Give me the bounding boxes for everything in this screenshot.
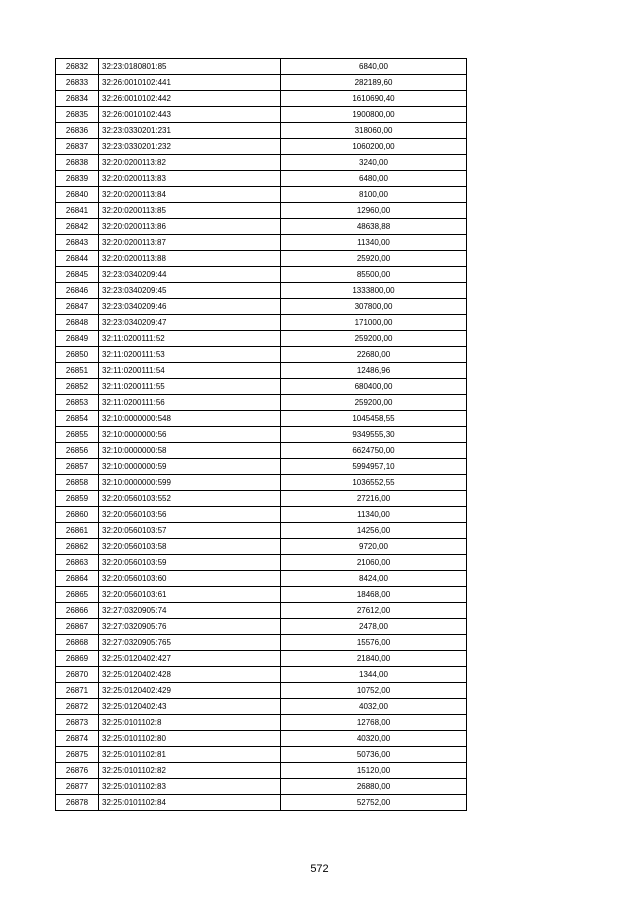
table-row (56, 187, 467, 203)
table-row (56, 107, 467, 123)
row-number-cell: 26833 (56, 75, 99, 91)
value-cell: 8100,00 (281, 187, 467, 203)
row-number-cell: 26845 (56, 267, 99, 283)
cadastral-number-cell: 32:20:0200113:86 (99, 219, 281, 235)
row-number-cell: 26860 (56, 507, 99, 523)
row-number-cell: 26869 (56, 651, 99, 667)
table-row (56, 539, 467, 555)
value-cell: 15576,00 (281, 635, 467, 651)
value-cell: 40320,00 (281, 731, 467, 747)
cadastral-number-cell: 32:20:0560103:552 (99, 491, 281, 507)
cadastral-number-cell: 32:10:0000000:59 (99, 459, 281, 475)
cadastral-number-cell: 32:20:0560103:61 (99, 587, 281, 603)
value-cell: 11340,00 (281, 507, 467, 523)
row-number-cell: 26866 (56, 603, 99, 619)
table-row (56, 619, 467, 635)
cadastral-number-cell: 32:25:0101102:8 (99, 715, 281, 731)
table-row (56, 203, 467, 219)
table-row (56, 667, 467, 683)
row-number-cell: 26834 (56, 91, 99, 107)
table-row (56, 507, 467, 523)
table-row (56, 715, 467, 731)
value-cell: 6624750,00 (281, 443, 467, 459)
row-number-cell: 26854 (56, 411, 99, 427)
row-number-cell: 26836 (56, 123, 99, 139)
row-number-cell: 26855 (56, 427, 99, 443)
cadastral-number-cell: 32:20:0200113:87 (99, 235, 281, 251)
row-number-cell: 26842 (56, 219, 99, 235)
value-cell: 8424,00 (281, 571, 467, 587)
table-row (56, 555, 467, 571)
row-number-cell: 26853 (56, 395, 99, 411)
table-row (56, 523, 467, 539)
cadastral-number-cell: 32:10:0000000:599 (99, 475, 281, 491)
row-number-cell: 26835 (56, 107, 99, 123)
value-cell: 3240,00 (281, 155, 467, 171)
table-row (56, 571, 467, 587)
value-cell: 1900800,00 (281, 107, 467, 123)
table-row (56, 315, 467, 331)
cadastral-number-cell: 32:27:0320905:765 (99, 635, 281, 651)
value-cell: 171000,00 (281, 315, 467, 331)
row-number-cell: 26843 (56, 235, 99, 251)
cadastral-number-cell: 32:23:0330201:231 (99, 123, 281, 139)
value-cell: 1344,00 (281, 667, 467, 683)
row-number-cell: 26872 (56, 699, 99, 715)
value-cell: 2478,00 (281, 619, 467, 635)
cadastral-number-cell: 32:20:0560103:60 (99, 571, 281, 587)
table-row (56, 155, 467, 171)
cadastral-number-cell: 32:11:0200111:56 (99, 395, 281, 411)
value-cell: 25920,00 (281, 251, 467, 267)
cadastral-number-cell: 32:25:0120402:43 (99, 699, 281, 715)
table-row (56, 59, 467, 75)
value-cell: 18468,00 (281, 587, 467, 603)
row-number-cell: 26873 (56, 715, 99, 731)
cadastral-number-cell: 32:20:0560103:59 (99, 555, 281, 571)
value-cell: 1036552,55 (281, 475, 467, 491)
cadastral-number-cell: 32:23:0340209:45 (99, 283, 281, 299)
cadastral-number-cell: 32:25:0101102:84 (99, 795, 281, 811)
cadastral-number-cell: 32:26:0010102:443 (99, 107, 281, 123)
table-row (56, 731, 467, 747)
value-cell: 282189,60 (281, 75, 467, 91)
cadastral-number-cell: 32:26:0010102:441 (99, 75, 281, 91)
row-number-cell: 26871 (56, 683, 99, 699)
row-number-cell: 26839 (56, 171, 99, 187)
value-cell: 6480,00 (281, 171, 467, 187)
row-number-cell: 26863 (56, 555, 99, 571)
cadastral-number-cell: 32:11:0200111:53 (99, 347, 281, 363)
value-cell: 26880,00 (281, 779, 467, 795)
table-row (56, 283, 467, 299)
table-row (56, 91, 467, 107)
cadastral-number-cell: 32:23:0340209:47 (99, 315, 281, 331)
table-row (56, 475, 467, 491)
row-number-cell: 26857 (56, 459, 99, 475)
cadastral-number-cell: 32:10:0000000:58 (99, 443, 281, 459)
cadastral-number-cell: 32:20:0560103:58 (99, 539, 281, 555)
row-number-cell: 26850 (56, 347, 99, 363)
table-row (56, 747, 467, 763)
row-number-cell: 26849 (56, 331, 99, 347)
row-number-cell: 26841 (56, 203, 99, 219)
value-cell: 12960,00 (281, 203, 467, 219)
value-cell: 48638,88 (281, 219, 467, 235)
table-row (56, 379, 467, 395)
cadastral-number-cell: 32:20:0560103:57 (99, 523, 281, 539)
records-table-body (56, 59, 467, 811)
table-row (56, 491, 467, 507)
value-cell: 14256,00 (281, 523, 467, 539)
table-row (56, 443, 467, 459)
row-number-cell: 26851 (56, 363, 99, 379)
cadastral-number-cell: 32:20:0200113:83 (99, 171, 281, 187)
cadastral-number-cell: 32:27:0320905:76 (99, 619, 281, 635)
row-number-cell: 26878 (56, 795, 99, 811)
row-number-cell: 26870 (56, 667, 99, 683)
value-cell: 5994957,10 (281, 459, 467, 475)
row-number-cell: 26846 (56, 283, 99, 299)
table-row (56, 427, 467, 443)
table-row (56, 603, 467, 619)
cadastral-number-cell: 32:23:0330201:232 (99, 139, 281, 155)
value-cell: 85500,00 (281, 267, 467, 283)
cadastral-number-cell: 32:20:0200113:84 (99, 187, 281, 203)
table-row (56, 395, 467, 411)
table-row (56, 587, 467, 603)
records-table (55, 58, 467, 811)
table-row (56, 347, 467, 363)
value-cell: 9349555,30 (281, 427, 467, 443)
value-cell: 12486,96 (281, 363, 467, 379)
row-number-cell: 26868 (56, 635, 99, 651)
cadastral-number-cell: 32:25:0101102:80 (99, 731, 281, 747)
value-cell: 11340,00 (281, 235, 467, 251)
table-row (56, 139, 467, 155)
value-cell: 21840,00 (281, 651, 467, 667)
value-cell: 12768,00 (281, 715, 467, 731)
cadastral-number-cell: 32:20:0560103:56 (99, 507, 281, 523)
table-row (56, 235, 467, 251)
value-cell: 680400,00 (281, 379, 467, 395)
cadastral-number-cell: 32:10:0000000:548 (99, 411, 281, 427)
value-cell: 27612,00 (281, 603, 467, 619)
value-cell: 259200,00 (281, 395, 467, 411)
value-cell: 9720,00 (281, 539, 467, 555)
row-number-cell: 26877 (56, 779, 99, 795)
row-number-cell: 26838 (56, 155, 99, 171)
cadastral-number-cell: 32:20:0200113:88 (99, 251, 281, 267)
table-row (56, 267, 467, 283)
value-cell: 1060200,00 (281, 139, 467, 155)
row-number-cell: 26876 (56, 763, 99, 779)
cadastral-number-cell: 32:10:0000000:56 (99, 427, 281, 443)
value-cell: 10752,00 (281, 683, 467, 699)
row-number-cell: 26865 (56, 587, 99, 603)
value-cell: 259200,00 (281, 331, 467, 347)
cadastral-number-cell: 32:11:0200111:52 (99, 331, 281, 347)
cadastral-number-cell: 32:25:0120402:427 (99, 651, 281, 667)
table-row (56, 171, 467, 187)
table-row (56, 683, 467, 699)
row-number-cell: 26859 (56, 491, 99, 507)
value-cell: 4032,00 (281, 699, 467, 715)
row-number-cell: 26861 (56, 523, 99, 539)
row-number-cell: 26874 (56, 731, 99, 747)
cadastral-number-cell: 32:23:0340209:44 (99, 267, 281, 283)
row-number-cell: 26837 (56, 139, 99, 155)
table-row (56, 651, 467, 667)
cadastral-number-cell: 32:25:0120402:428 (99, 667, 281, 683)
value-cell: 50736,00 (281, 747, 467, 763)
value-cell: 15120,00 (281, 763, 467, 779)
cadastral-number-cell: 32:27:0320905:74 (99, 603, 281, 619)
value-cell: 1045458,55 (281, 411, 467, 427)
row-number-cell: 26867 (56, 619, 99, 635)
cadastral-number-cell: 32:11:0200111:54 (99, 363, 281, 379)
row-number-cell: 26852 (56, 379, 99, 395)
cadastral-number-cell: 32:25:0101102:81 (99, 747, 281, 763)
row-number-cell: 26847 (56, 299, 99, 315)
cadastral-number-cell: 32:25:0101102:82 (99, 763, 281, 779)
page-number: 572 (310, 863, 329, 875)
table-row (56, 459, 467, 475)
table-row (56, 635, 467, 651)
cadastral-number-cell: 32:20:0200113:85 (99, 203, 281, 219)
table-row (56, 795, 467, 811)
row-number-cell: 26832 (56, 59, 99, 75)
value-cell: 22680,00 (281, 347, 467, 363)
value-cell: 52752,00 (281, 795, 467, 811)
cadastral-number-cell: 32:20:0200113:82 (99, 155, 281, 171)
value-cell: 307800,00 (281, 299, 467, 315)
value-cell: 27216,00 (281, 491, 467, 507)
value-cell: 21060,00 (281, 555, 467, 571)
value-cell: 318060,00 (281, 123, 467, 139)
table-row (56, 331, 467, 347)
table-row (56, 779, 467, 795)
row-number-cell: 26844 (56, 251, 99, 267)
table-row (56, 251, 467, 267)
row-number-cell: 26840 (56, 187, 99, 203)
value-cell: 1333800,00 (281, 283, 467, 299)
cadastral-number-cell: 32:26:0010102:442 (99, 91, 281, 107)
row-number-cell: 26858 (56, 475, 99, 491)
row-number-cell: 26848 (56, 315, 99, 331)
table-row (56, 123, 467, 139)
cadastral-number-cell: 32:25:0120402:429 (99, 683, 281, 699)
value-cell: 1610690,40 (281, 91, 467, 107)
table-row (56, 75, 467, 91)
cadastral-number-cell: 32:11:0200111:55 (99, 379, 281, 395)
cadastral-number-cell: 32:23:0180801:85 (99, 59, 281, 75)
cadastral-number-cell: 32:23:0340209:46 (99, 299, 281, 315)
table-row (56, 219, 467, 235)
row-number-cell: 26862 (56, 539, 99, 555)
table-row (56, 763, 467, 779)
table-row (56, 411, 467, 427)
cadastral-number-cell: 32:25:0101102:83 (99, 779, 281, 795)
value-cell: 6840,00 (281, 59, 467, 75)
row-number-cell: 26875 (56, 747, 99, 763)
table-row (56, 299, 467, 315)
row-number-cell: 26864 (56, 571, 99, 587)
row-number-cell: 26856 (56, 443, 99, 459)
table-row (56, 699, 467, 715)
table-row (56, 363, 467, 379)
